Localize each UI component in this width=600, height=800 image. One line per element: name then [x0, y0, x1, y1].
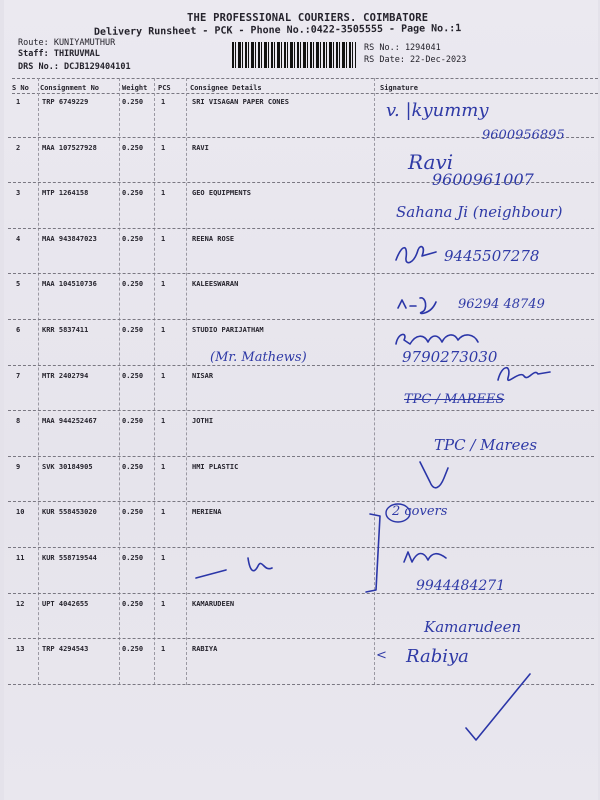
signature-row9 [414, 458, 454, 498]
col-weight: Weight [122, 84, 148, 92]
row12-handwritten: Kamarudeen [424, 618, 522, 636]
row-sno: 8 [16, 417, 21, 426]
row-consignee: JOTHI [192, 417, 214, 426]
barcode-image [232, 42, 356, 68]
row-pcs: 1 [161, 508, 166, 517]
row-pcs: 1 [161, 234, 166, 243]
row13-handwritten: Rabiya [406, 646, 469, 667]
row-pcs: 1 [161, 189, 166, 198]
row-consignment-no: MTP 1264158 [42, 189, 89, 198]
row-pcs: 1 [161, 462, 166, 471]
signature-row11 [402, 548, 452, 568]
signature-row6 [394, 328, 484, 350]
row-consignee: KALEESWARAN [192, 280, 239, 289]
row-separator [8, 228, 594, 229]
row-consignee: MERIENA [192, 508, 222, 517]
row-consignment-no: KRR 5837411 [42, 326, 89, 334]
row-consignee: RABIYA [192, 645, 218, 654]
row-consignment-no: TRP 6749229 [42, 98, 89, 106]
row-weight: 0.250 [122, 508, 144, 517]
row-sno: 1 [16, 98, 21, 106]
company-title: THE PROFESSIONAL COURIERS. COIMBATORE [187, 12, 429, 24]
row-consignment-no: KUR 558453020 [42, 508, 97, 517]
row-weight: 0.250 [122, 326, 144, 334]
row-sno: 9 [16, 462, 21, 471]
col-divider [119, 78, 120, 685]
row2-name-handwritten: Ravi [408, 150, 454, 174]
row-weight: 0.250 [122, 554, 144, 562]
route-label: Route: KUNIYAMUTHUR [18, 38, 116, 48]
row1-phone-handwritten: 9600956895 [482, 128, 565, 143]
row-separator [8, 547, 594, 548]
row-sno: 3 [16, 189, 21, 198]
row-pcs: 1 [161, 143, 166, 152]
signature-row5 [396, 294, 446, 318]
row-weight: 0.250 [122, 98, 144, 106]
row-sno: 4 [16, 234, 21, 243]
row-consignee: NISAR [192, 371, 214, 380]
row-sno: 7 [16, 371, 21, 380]
row-pcs: 1 [161, 280, 166, 289]
row-weight: 0.250 [122, 143, 144, 152]
col-consignee: Consignee Details [190, 84, 262, 92]
row-consignment-no: MAA 107527928 [42, 143, 97, 152]
header-rule-top [12, 78, 598, 79]
col-sno: S No [12, 84, 29, 92]
row-consignment-no: MTR 2402794 [42, 371, 89, 380]
row-separator [8, 456, 594, 457]
signature-row6-b [494, 360, 554, 388]
row-consignment-no: MAA 943847023 [42, 234, 97, 243]
row-pcs: 1 [161, 98, 166, 106]
row4-phone-handwritten: 9445507278 [444, 247, 540, 265]
row-consignee: GEO EQUIPMENTS [192, 189, 252, 198]
row-consignee: SRI VISAGAN PAPER CONES [192, 98, 289, 106]
col-pcs: PCS [158, 84, 171, 92]
row-sno: 11 [16, 554, 25, 562]
runsheet-page [4, 0, 598, 800]
row-consignment-no: MAA 944252467 [42, 417, 97, 426]
row-separator [8, 501, 594, 502]
col-signature: Signature [380, 84, 418, 92]
row7-handwritten: TPC / MAREES [404, 392, 505, 407]
row-sno: 2 [16, 143, 21, 152]
row-pcs: 1 [161, 371, 166, 380]
row-consignee: KAMARUDEEN [192, 599, 235, 608]
row-weight: 0.250 [122, 371, 144, 380]
col-divider [154, 78, 155, 685]
row-weight: 0.250 [122, 234, 144, 243]
rs-date: RS Date: 22-Dec-2023 [364, 55, 467, 65]
row-pcs: 1 [161, 326, 166, 334]
row-sno: 5 [16, 280, 21, 289]
signature-row4 [392, 240, 442, 270]
col-divider [186, 78, 187, 685]
row-pcs: 1 [161, 645, 166, 654]
header-rule-bottom [12, 93, 598, 94]
row-weight: 0.250 [122, 462, 144, 471]
row-separator [8, 319, 594, 320]
row-consignee: RAVI [192, 143, 209, 152]
row13-mark: < [376, 648, 387, 663]
bracket-mark [362, 510, 392, 600]
row-pcs: 1 [161, 599, 166, 608]
rs-number: RS No.: 1294041 [364, 43, 441, 53]
row5-phone-handwritten: 96294 48749 [458, 297, 545, 312]
row-weight: 0.250 [122, 599, 144, 608]
runsheet-subtitle: Delivery Runsheet - PCK - Phone No.:0422-3505555 - Page No.:1 [93, 23, 462, 38]
row-sno: 13 [16, 645, 25, 654]
row-sno: 12 [16, 599, 25, 608]
row-sno: 10 [16, 508, 25, 517]
col-divider [38, 78, 39, 685]
row3-handwritten: Sahana Ji (neighbour) [396, 203, 563, 221]
check-mark [460, 668, 540, 748]
row10-handwritten: 2 covers [392, 504, 448, 519]
row8-handwritten: TPC / Marees [434, 436, 538, 454]
signature-row1: v. |kyummy [386, 100, 489, 121]
row-consignment-no: SVK 30184905 [42, 462, 93, 471]
row-pcs: 1 [161, 554, 166, 562]
row-separator [8, 593, 594, 594]
row-weight: 0.250 [122, 280, 144, 289]
col-consignment: Consignment No [40, 84, 100, 92]
row-pcs: 1 [161, 417, 166, 426]
row6-note-handwritten: (Mr. Mathews) [210, 350, 307, 365]
row-separator [8, 410, 594, 411]
row-consignment-no: UPT 4042655 [42, 599, 89, 608]
row-sno: 6 [16, 326, 21, 334]
row-consignee: STUDIO PARIJATHAM [192, 326, 264, 334]
row11-phone-handwritten: 9944484271 [416, 578, 506, 594]
row-consignment-no: TRP 4294543 [42, 645, 89, 654]
row-weight: 0.250 [122, 189, 144, 198]
row-separator [8, 273, 594, 274]
row-separator [8, 638, 594, 639]
row-weight: 0.250 [122, 417, 144, 426]
dash-mark-row11 [192, 548, 282, 582]
staff-label: Staff: THIRUVMAL [18, 49, 100, 59]
drs-number: DRS No.: DCJB129404101 [18, 62, 131, 72]
row-consignee: HMI PLASTIC [192, 462, 239, 471]
row-consignee: REENA ROSE [192, 234, 235, 243]
row-weight: 0.250 [122, 645, 144, 654]
row6-phone-handwritten: 9790273030 [402, 348, 498, 366]
row-consignment-no: MAA 104510736 [42, 280, 97, 289]
row-consignment-no: KUR 558719544 [42, 554, 97, 562]
row2-phone-handwritten: 9600961007 [432, 170, 534, 189]
